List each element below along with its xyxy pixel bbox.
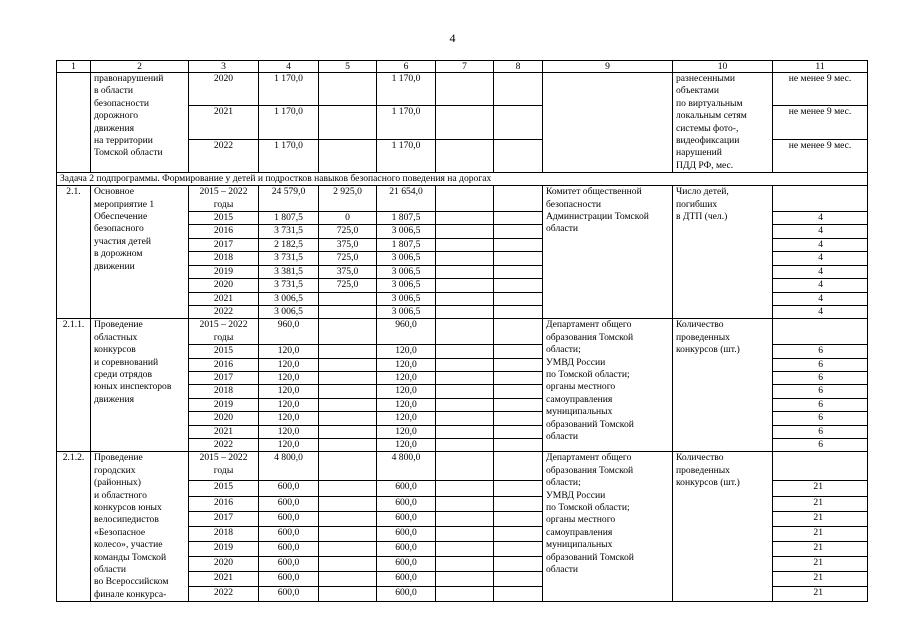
total-cell: 600,0 <box>259 572 319 587</box>
regional-cell: 21 654,0 <box>377 186 436 212</box>
num-cell: 2.1. <box>57 186 91 319</box>
federal-cell <box>319 139 377 172</box>
total-cell: 120,0 <box>259 371 319 384</box>
col7-cell <box>436 265 494 278</box>
col8-cell <box>494 319 543 345</box>
year-cell: 2017 <box>189 371 259 384</box>
col8-cell <box>494 556 543 571</box>
col7-cell <box>436 139 494 172</box>
regional-cell: 120,0 <box>377 385 436 398</box>
page-number: 4 <box>449 31 456 45</box>
year-cell: 2016 <box>189 496 259 511</box>
col8-cell <box>494 438 543 451</box>
col7-cell <box>436 526 494 541</box>
value-cell: 6 <box>773 438 868 451</box>
total-cell: 120,0 <box>259 425 319 438</box>
col7-cell <box>436 587 494 602</box>
col7-cell <box>436 385 494 398</box>
regional-cell: 120,0 <box>377 412 436 425</box>
federal-cell <box>319 496 377 511</box>
total-cell: 120,0 <box>259 398 319 411</box>
federal-cell <box>319 385 377 398</box>
total-cell: 600,0 <box>259 526 319 541</box>
total-cell: 120,0 <box>259 358 319 371</box>
regional-cell: 600,0 <box>377 541 436 556</box>
federal-cell <box>319 412 377 425</box>
federal-cell: 725,0 <box>319 225 377 238</box>
table-body <box>57 61 868 602</box>
total-cell: 3 731,5 <box>259 279 319 292</box>
regional-cell: 600,0 <box>377 526 436 541</box>
executor-cell <box>543 73 673 173</box>
regional-cell: 600,0 <box>377 587 436 602</box>
col7-cell <box>436 186 494 212</box>
regional-cell: 600,0 <box>377 511 436 526</box>
table-row <box>57 452 868 481</box>
indicator-cell: разнесенными объектами по виртуальным локальным сетям системы фото-, видеофиксации нарушений ПДД РФ, мес. <box>673 73 773 173</box>
indicator-cell: Число детей, погибших в ДТП (чел.) <box>673 186 773 319</box>
col7-cell <box>436 398 494 411</box>
description-cell: правонарушений в области безопасности дорожного движения на территории Томской области <box>91 73 189 173</box>
header-col: 2 <box>91 61 189 73</box>
col7-cell <box>436 292 494 305</box>
value-cell: 4 <box>773 279 868 292</box>
regional-cell: 120,0 <box>377 345 436 358</box>
year-cell: 2022 <box>189 587 259 602</box>
total-cell: 600,0 <box>259 541 319 556</box>
col7-cell <box>436 541 494 556</box>
federal-cell <box>319 511 377 526</box>
col7-cell <box>436 481 494 496</box>
col8-cell <box>494 358 543 371</box>
col8-cell <box>494 186 543 212</box>
col7-cell <box>436 252 494 265</box>
federal-cell: 2 925,0 <box>319 186 377 212</box>
description-cell: Основное мероприятие 1 Обеспечение безопасного участия детей в дорожном движении <box>91 186 189 319</box>
total-cell: 600,0 <box>259 587 319 602</box>
indicator-cell: Количество проведенных конкурсов (шт.) <box>673 319 773 452</box>
federal-cell <box>319 73 377 106</box>
col7-cell <box>436 358 494 371</box>
col8-cell <box>494 238 543 251</box>
col8-cell <box>494 572 543 587</box>
value-cell: 6 <box>773 425 868 438</box>
indicator-cell: Количество проведенных конкурсов (шт.) <box>673 452 773 602</box>
header-col: 10 <box>673 61 773 73</box>
header-row <box>57 61 868 73</box>
col8-cell <box>494 265 543 278</box>
task-row <box>57 173 868 186</box>
regional-cell: 3 006,5 <box>377 252 436 265</box>
federal-cell <box>319 587 377 602</box>
executor-cell: Департамент общего образования Томской области; УМВД России по Томской области; органы местного самоуправления муниципальных образований Томской области <box>543 452 673 602</box>
federal-cell: 725,0 <box>319 279 377 292</box>
value-cell: 4 <box>773 225 868 238</box>
header-col: 3 <box>189 61 259 73</box>
col8-cell <box>494 225 543 238</box>
year-cell: 2021 <box>189 572 259 587</box>
col8-cell <box>494 511 543 526</box>
regional-cell: 960,0 <box>377 319 436 345</box>
total-cell: 3 381,5 <box>259 265 319 278</box>
federal-cell <box>319 319 377 345</box>
regional-cell: 1 170,0 <box>377 73 436 106</box>
federal-cell <box>319 556 377 571</box>
regional-cell: 1 170,0 <box>377 106 436 139</box>
total-cell: 120,0 <box>259 412 319 425</box>
col7-cell <box>436 412 494 425</box>
col8-cell <box>494 385 543 398</box>
col8-cell <box>494 398 543 411</box>
federal-cell <box>319 305 377 318</box>
col7-cell <box>436 496 494 511</box>
col8-cell <box>494 279 543 292</box>
col7-cell <box>436 106 494 139</box>
value-cell: 6 <box>773 385 868 398</box>
header-col: 8 <box>494 61 543 73</box>
year-cell: 2018 <box>189 526 259 541</box>
federal-cell: 725,0 <box>319 252 377 265</box>
value-cell: 21 <box>773 481 868 496</box>
year-cell: 2015 – 2022 годы <box>189 186 259 212</box>
num-cell: 2.1.2. <box>57 452 91 602</box>
regional-cell: 120,0 <box>377 371 436 384</box>
col7-cell <box>436 279 494 292</box>
num-cell <box>57 73 91 173</box>
year-cell: 2017 <box>189 238 259 251</box>
value-cell: не менее 9 мес. <box>773 73 868 106</box>
col7-cell <box>436 305 494 318</box>
value-cell: 4 <box>773 252 868 265</box>
col7-cell <box>436 371 494 384</box>
federal-cell <box>319 452 377 481</box>
num-cell: 2.1.1. <box>57 319 91 452</box>
total-cell: 3 006,5 <box>259 305 319 318</box>
col8-cell <box>494 526 543 541</box>
header-col: 11 <box>773 61 868 73</box>
regional-cell: 120,0 <box>377 438 436 451</box>
federal-cell <box>319 572 377 587</box>
federal-cell: 375,0 <box>319 238 377 251</box>
value-cell: 6 <box>773 412 868 425</box>
total-cell: 120,0 <box>259 385 319 398</box>
col8-cell <box>494 212 543 225</box>
federal-cell <box>319 398 377 411</box>
value-cell <box>773 319 868 345</box>
executor-cell: Комитет общественной безопасности Администрации Томской области <box>543 186 673 319</box>
col8-cell <box>494 587 543 602</box>
year-cell: 2018 <box>189 252 259 265</box>
table-row <box>57 73 868 106</box>
value-cell: 4 <box>773 212 868 225</box>
regional-cell: 3 006,5 <box>377 279 436 292</box>
year-cell: 2021 <box>189 292 259 305</box>
total-cell: 600,0 <box>259 496 319 511</box>
col7-cell <box>436 225 494 238</box>
header-col: 6 <box>377 61 436 73</box>
regional-cell: 600,0 <box>377 572 436 587</box>
value-cell: 6 <box>773 358 868 371</box>
year-cell: 2019 <box>189 398 259 411</box>
col8-cell <box>494 412 543 425</box>
total-cell: 3 731,5 <box>259 252 319 265</box>
col7-cell <box>436 212 494 225</box>
value-cell: 6 <box>773 371 868 384</box>
value-cell <box>773 186 868 212</box>
header-col: 7 <box>436 61 494 73</box>
value-cell: 21 <box>773 556 868 571</box>
regional-cell: 1 170,0 <box>377 139 436 172</box>
task-title: Задача 2 подпрограммы. Формирование у детей и подростков навыков безопасного поведения на дорогах <box>57 173 868 186</box>
year-cell: 2022 <box>189 139 259 172</box>
col8-cell <box>494 252 543 265</box>
federal-cell: 375,0 <box>319 265 377 278</box>
year-cell: 2015 <box>189 345 259 358</box>
total-cell: 1 170,0 <box>259 106 319 139</box>
table-row <box>57 319 868 345</box>
regional-cell: 120,0 <box>377 358 436 371</box>
federal-cell <box>319 526 377 541</box>
total-cell: 3 006,5 <box>259 292 319 305</box>
value-cell: 4 <box>773 265 868 278</box>
table-row <box>57 186 868 212</box>
executor-cell: Департамент общего образования Томской области; УМВД России по Томской области; органы местного самоуправления муниципальных образований Томской области <box>543 319 673 452</box>
federal-cell <box>319 425 377 438</box>
header-col: 9 <box>543 61 673 73</box>
year-cell: 2016 <box>189 225 259 238</box>
federal-cell <box>319 481 377 496</box>
year-cell: 2022 <box>189 438 259 451</box>
col8-cell <box>494 73 543 106</box>
year-cell: 2019 <box>189 541 259 556</box>
year-cell: 2020 <box>189 279 259 292</box>
col8-cell <box>494 139 543 172</box>
total-cell: 600,0 <box>259 481 319 496</box>
year-cell: 2021 <box>189 425 259 438</box>
total-cell: 1 807,5 <box>259 212 319 225</box>
year-cell: 2020 <box>189 73 259 106</box>
total-cell: 120,0 <box>259 438 319 451</box>
value-cell: 6 <box>773 398 868 411</box>
federal-cell <box>319 106 377 139</box>
year-cell: 2015 – 2022 годы <box>189 319 259 345</box>
value-cell: 4 <box>773 305 868 318</box>
value-cell: 4 <box>773 238 868 251</box>
year-cell: 2022 <box>189 305 259 318</box>
value-cell <box>773 452 868 481</box>
col7-cell <box>436 511 494 526</box>
regional-cell: 1 807,5 <box>377 238 436 251</box>
regional-cell: 120,0 <box>377 425 436 438</box>
year-cell: 2019 <box>189 265 259 278</box>
col8-cell <box>494 541 543 556</box>
col8-cell <box>494 305 543 318</box>
total-cell: 960,0 <box>259 319 319 345</box>
value-cell: 21 <box>773 511 868 526</box>
year-cell: 2020 <box>189 412 259 425</box>
total-cell: 24 579,0 <box>259 186 319 212</box>
total-cell: 120,0 <box>259 345 319 358</box>
year-cell: 2018 <box>189 385 259 398</box>
value-cell: 21 <box>773 526 868 541</box>
year-cell: 2016 <box>189 358 259 371</box>
col8-cell <box>494 496 543 511</box>
year-cell: 2015 <box>189 212 259 225</box>
col8-cell <box>494 481 543 496</box>
value-cell: не менее 9 мес. <box>773 106 868 139</box>
total-cell: 3 731,5 <box>259 225 319 238</box>
value-cell: 21 <box>773 572 868 587</box>
value-cell: 21 <box>773 587 868 602</box>
year-cell: 2015 <box>189 481 259 496</box>
federal-cell <box>319 358 377 371</box>
year-cell: 2015 – 2022 годы <box>189 452 259 481</box>
total-cell: 4 800,0 <box>259 452 319 481</box>
total-cell: 600,0 <box>259 511 319 526</box>
regional-cell: 3 006,5 <box>377 305 436 318</box>
federal-cell <box>319 371 377 384</box>
header-col: 5 <box>319 61 377 73</box>
federal-cell <box>319 438 377 451</box>
value-cell: 21 <box>773 541 868 556</box>
total-cell: 1 170,0 <box>259 73 319 106</box>
regional-cell: 600,0 <box>377 481 436 496</box>
total-cell: 1 170,0 <box>259 139 319 172</box>
regional-cell: 3 006,5 <box>377 292 436 305</box>
regional-cell: 600,0 <box>377 556 436 571</box>
col7-cell <box>436 319 494 345</box>
col8-cell <box>494 371 543 384</box>
col7-cell <box>436 425 494 438</box>
regional-cell: 120,0 <box>377 398 436 411</box>
federal-cell <box>319 292 377 305</box>
col7-cell <box>436 556 494 571</box>
federal-cell: 0 <box>319 212 377 225</box>
year-cell: 2020 <box>189 556 259 571</box>
col7-cell <box>436 572 494 587</box>
col7-cell <box>436 452 494 481</box>
header-col: 1 <box>57 61 91 73</box>
header-col: 4 <box>259 61 319 73</box>
year-cell: 2021 <box>189 106 259 139</box>
col7-cell <box>436 73 494 106</box>
col7-cell <box>436 238 494 251</box>
value-cell: 4 <box>773 292 868 305</box>
regional-cell: 1 807,5 <box>377 212 436 225</box>
value-cell: не менее 9 мес. <box>773 139 868 172</box>
regional-cell: 4 800,0 <box>377 452 436 481</box>
value-cell: 21 <box>773 496 868 511</box>
col8-cell <box>494 106 543 139</box>
col8-cell <box>494 425 543 438</box>
regional-cell: 600,0 <box>377 496 436 511</box>
year-cell: 2017 <box>189 511 259 526</box>
program-table <box>56 60 868 602</box>
value-cell: 6 <box>773 345 868 358</box>
regional-cell: 3 006,5 <box>377 225 436 238</box>
col8-cell <box>494 345 543 358</box>
col8-cell <box>494 292 543 305</box>
description-cell: Проведение областных конкурсов и соревнований среди отрядов юных инспекторов движения <box>91 319 189 452</box>
col7-cell <box>436 345 494 358</box>
federal-cell <box>319 541 377 556</box>
description-cell: Проведение городских (районных) и областного конкурсов юных велосипедистов «Безопасное колесо», участие команды Томской области во Всероссийском финале конкурса- <box>91 452 189 602</box>
total-cell: 2 182,5 <box>259 238 319 251</box>
total-cell: 600,0 <box>259 556 319 571</box>
col7-cell <box>436 438 494 451</box>
col8-cell <box>494 452 543 481</box>
regional-cell: 3 006,5 <box>377 265 436 278</box>
federal-cell <box>319 345 377 358</box>
